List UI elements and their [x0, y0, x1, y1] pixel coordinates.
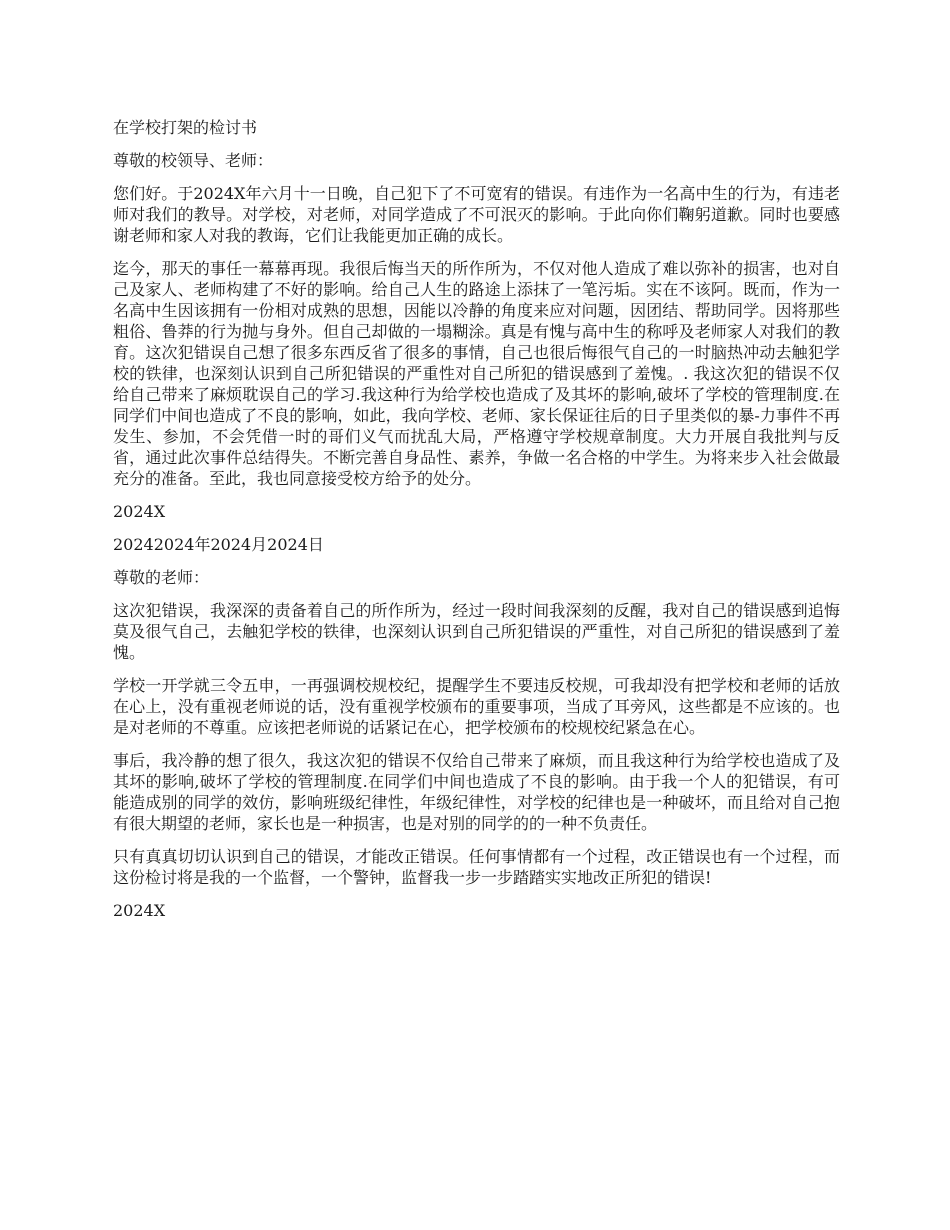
paragraph: 事后，我冷静的想了很久，我这次犯的错误不仅给自己带来了麻烦，而且我这种行为给学校也造成了及其坏的影响,破坏了学校的管理制度.在同学们中间也造成了不良的影响。由于我一个人的犯错误，有可能造成别的同学的效仿，影响班级纪律性，年级纪律性，对学校的纪律也是一种破坏，而且给对自己抱有很大期望的老师，家长也是一种损害，也是对别的同学的的一种不负责任。 [113, 751, 840, 833]
salutation: 尊敬的校领导、老师： [113, 151, 274, 170]
paragraph: 您们好。于2024X年六月十一日晚，自己犯下了不可宽宥的错误。有违作为一名高中生的行为，有违老师对我们的教导。对学校，对老师，对同学造成了不可泯灭的影响。于此向你们鞠躬道歉。同时也要感谢老师和家人对我的教诲，它们让我能更加正确的成长。 [113, 184, 840, 245]
date-line: 20242024年2024月2024日 [113, 535, 324, 554]
paragraph: 学校一开学就三令五申，一再强调校规校纪，提醒学生不要违反校规，可我却没有把学校和老师的话放在心上，没有重视老师说的话，没有重视学校颁布的重要事项，当成了耳旁风，这些都是不应该的。也是对老师的不尊重。应该把老师说的话紧记在心，把学校颁布的校规校纪紧急在心。 [113, 676, 840, 737]
paragraph: 这次犯错误，我深深的责备着自己的所作所为，经过一段时间我深刻的反醒，我对自己的错误感到追悔莫及很气自己，去触犯学校的铁律，也深刻认识到自己所犯错误的严重性，对自己所犯的错误感到了羞愧。 [113, 601, 840, 662]
paragraph: 迄今，那天的事任一幕幕再现。我很后悔当天的所作所为，不仅对他人造成了难以弥补的损害，也对自己及家人、老师构建了不好的影响。给自己人生的路途上添抹了一笔污垢。实在不该阿。既而，作为一名高中生因该拥有一份相对成熟的思想，因能以冷静的角度来应对问题，因团结、帮助同学。因将那些粗俗、鲁莽的行为抛与身外。但自己却做的一塌糊涂。真是有愧与高中生的称呼及老师家人对我们的教育。这次犯错误自己想了很多东西反省了很多的事情，自己也很后悔很气自己的一时脑热冲动去触犯学校的铁律，也深刻认识到自己所犯错误的严重性对自己所犯的错误感到了羞愧。. 我这次犯的错误不仅给自己带来了麻烦耽误自己的学习.我这种行为给学校也造成了及其坏的影响,破坏了学校的管理制度.在同学们中间也造成了不良的影响，如此，我向学校、老师、家长保证往后的日子里类似的暴-力事件不再发生、参加，不会凭借一时的哥们义气而扰乱大局，严格遵守学校规章制度。大力开展自我批判与反省，通过此次事件总结得失。不断完善自身品性、素养，争做一名合格的中学生。为将来步入社会做最充分的准备。至此，我也同意接受校方给予的处分。 [113, 259, 840, 488]
salutation: 尊敬的老师： [113, 568, 210, 587]
signature-date: 2024X [113, 502, 166, 521]
signature-date: 2024X [113, 901, 166, 920]
paragraph: 只有真真切切认识到自己的错误，才能改正错误。任何事情都有一个过程，改正错误也有一个过程，而这份检讨将是我的一个监督，一个警钟，监督我一步一步踏踏实实地改正所犯的错误! [113, 847, 840, 887]
document-body [113, 117, 840, 933]
document-title: 在学校打架的检讨书 [113, 118, 258, 137]
